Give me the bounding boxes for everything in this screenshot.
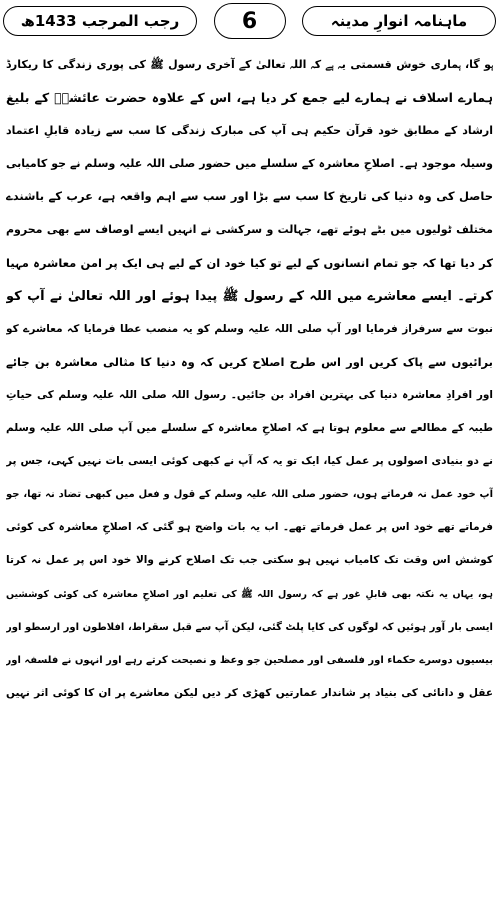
issue-date-box: [3, 6, 197, 36]
issue-date: رجب المرجب 1433ھ: [20, 12, 180, 30]
article-body: [6, 48, 493, 910]
page-number: 6: [241, 8, 258, 34]
body-line: وسیلہ موجود ہے۔ اصلاحِ معاشرہ کے سلسلے میں حضور صلی اللہ علیہ وسلم نے جو کامیابی: [6, 157, 493, 171]
body-line: ارشاد کے مطابق خود قرآن حکیم ہی آپ کی مبارک زندگی کا سب سے زیادہ قابلِ اعتماد: [6, 124, 493, 138]
body-line: فرماتے تھے خود اس پر عمل فرماتے تھے۔ اب یہ بات واضح ہو گئی کہ اصلاحِ معاشرہ کی کوئی: [6, 521, 493, 534]
magazine-title-box: [302, 6, 496, 36]
page-header: [3, 3, 496, 41]
body-line: برائیوں سے پاک کریں اور اس طرح اصلاح کریں کہ وہ دنیا کا مثالی معاشرہ بن جائے: [6, 354, 493, 369]
page-number-badge: [214, 3, 286, 39]
body-line: اور افرادِ معاشرہ دنیا کی بہترین افراد بن جائیں۔ رسول اللہ صلی اللہ علیہ وسلم کی حیاتِ: [6, 388, 493, 401]
body-line: بیسیوں دوسرے حکماء اور فلسفی اور مصلحین جو وعظ و نصیحت کرتے رہے اور انہوں نے فلسفہ اور: [6, 654, 493, 666]
body-line: حاصل کی وہ دنیا کی تاریخ کا سب سے بڑا اور سب سے اہم واقعہ ہے، عرب کے باشندے: [6, 189, 493, 204]
body-line: کوشش اس وقت تک کامیاب نہیں ہو سکتی جب تک اصلاح کرنے والا خود اس پر عمل نہ کرتا: [6, 554, 493, 567]
body-line: کر دیا تھا کہ جو تمام انسانوں کے لیے تو کیا خود ان کے لیے ہی ایک پر امن معاشرہ مہیا: [6, 255, 493, 270]
magazine-title: ماہنامہ انوارِ مدینہ: [330, 12, 468, 30]
body-line: کرتے۔ ایسے معاشرے میں اللہ کے رسول ﷺ پیدا ہوئے اور اللہ تعالیٰ نے آپ کو: [6, 288, 493, 304]
body-line: طیبہ کے مطالعے سے معلوم ہوتا ہے کہ اصلاحِ معاشرہ کے سلسلے میں آپ صلی اللہ علیہ وسلم: [6, 422, 493, 435]
body-line: مختلف ٹولیوں میں بٹے ہوئے تھے، جہالت و سرکشی نے انہیں ایسے اوصاف سے بھی محروم: [6, 223, 493, 237]
body-line: ہمارے اسلاف نے ہمارے لیے جمع کر دیا ہے، اس کے علاوہ حضرت عائشہؓ کے بلیغ: [6, 90, 493, 106]
body-line: نبوت سے سرفراز فرمایا اور آپ صلی اللہ علیہ وسلم کو یہ منصب عطا فرمایا کہ معاشرے کو: [6, 322, 493, 335]
body-line: ہو گا، ہماری خوش قسمتی یہ ہے کہ اللہ تعالیٰ کے آخری رسول ﷺ کی پوری زندگی کا ریکارڈ: [6, 58, 493, 71]
body-line: ایسی بار آور ہوئیں کہ لوگوں کی کایا پلٹ گئی، لیکن آپ سے قبل سقراط، افلاطون اور ارسطو اور: [6, 621, 493, 633]
body-line: نے دو بنیادی اصولوں پر عمل کیا، ایک تو یہ کہ آپ نے کبھی کوئی ایسی بات نہیں کہی، جس پر: [6, 455, 493, 468]
body-line: آپ خود عمل نہ فرماتے ہوں، حضور صلی اللہ علیہ وسلم کے قول و فعل میں کبھی تضاد نہ تھا، جو: [6, 489, 493, 501]
body-line: عقل و دانائی کی بنیاد پر شاندار عمارتیں کھڑی کر دیں لیکن معاشرے پر ان کا کوئی اثر نہیں: [6, 686, 493, 699]
body-line: ہو، یہاں یہ نکتہ بھی قابلِ غور ہے کہ رسول اللہ ﷺ کی تعلیم اور اصلاحِ معاشرہ کی کوئی کوششیں: [6, 588, 493, 600]
